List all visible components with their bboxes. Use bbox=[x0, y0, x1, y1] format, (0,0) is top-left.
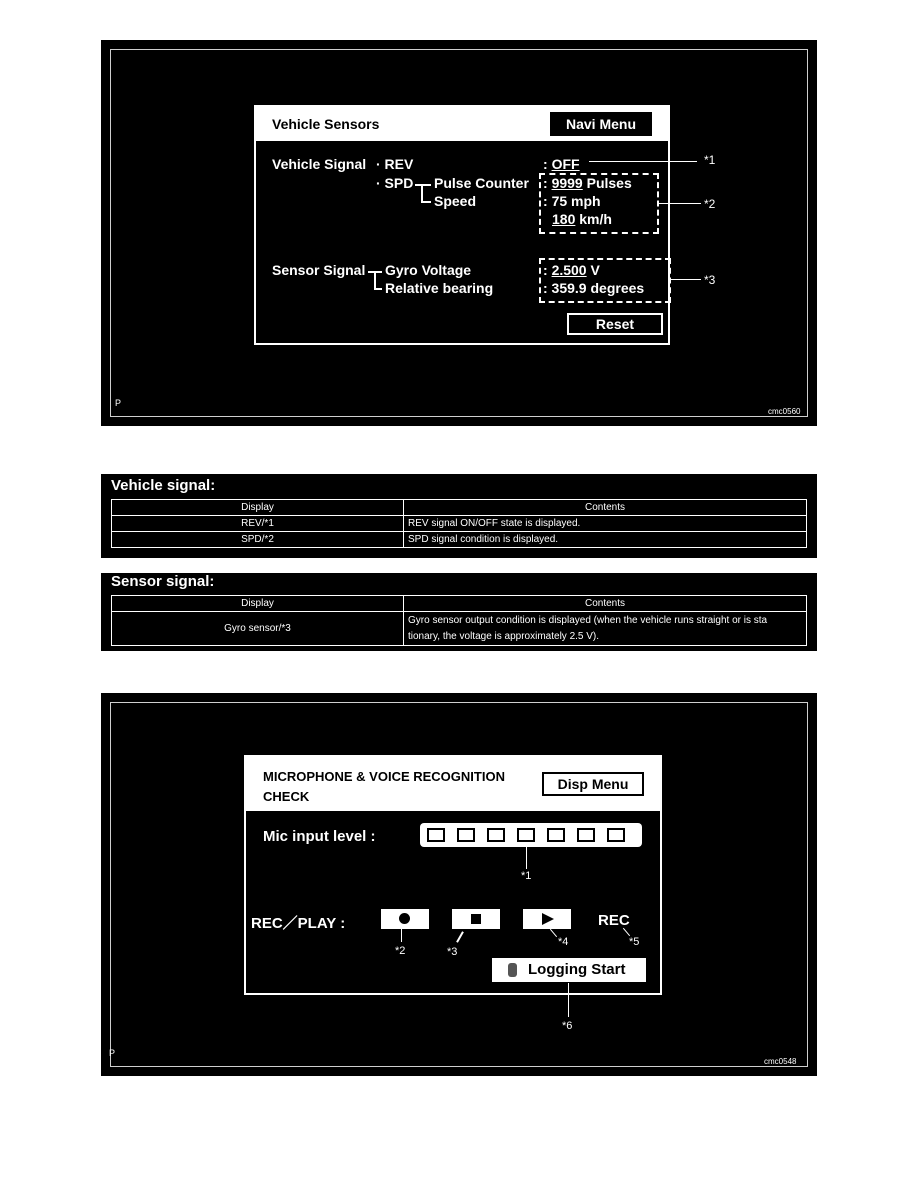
vehicle-signal-panel bbox=[101, 474, 817, 558]
sensor-signal-label: Sensor Signal bbox=[272, 262, 366, 278]
sensor-bracket bbox=[374, 288, 382, 290]
rec-play-label: REC／PLAY : bbox=[251, 915, 346, 932]
spd-label: · SPD bbox=[376, 175, 414, 191]
cell-contents bbox=[404, 612, 807, 646]
header-contents: Contents bbox=[404, 500, 807, 516]
kmh-unit: km/h bbox=[579, 211, 612, 227]
navi-menu-button[interactable]: Navi Menu bbox=[550, 112, 652, 136]
mic-level-box bbox=[427, 828, 445, 842]
callout-2: *2 bbox=[704, 197, 716, 211]
pulse-counter-label: Pulse Counter bbox=[434, 175, 529, 191]
callout-line-2 bbox=[657, 203, 701, 204]
dialog-title: Vehicle Sensors bbox=[272, 116, 380, 132]
stop-icon bbox=[471, 914, 481, 924]
mph-text: 75 mph bbox=[551, 193, 601, 209]
rev-prefix: : bbox=[543, 156, 548, 172]
gyro-number: 2.500 bbox=[551, 262, 587, 278]
relative-bearing-label: Relative bearing bbox=[385, 280, 494, 296]
table-header-row bbox=[112, 500, 807, 516]
gyro-voltage-label: Gyro Voltage bbox=[385, 262, 472, 278]
mic-level-box bbox=[487, 828, 505, 842]
record-icon bbox=[399, 913, 410, 924]
mic-level-box bbox=[547, 828, 565, 842]
play-button[interactable] bbox=[523, 909, 571, 929]
mic-level-box bbox=[577, 828, 595, 842]
callout-1: *1 bbox=[704, 153, 716, 167]
corner-label-left: P bbox=[115, 398, 122, 408]
table-row bbox=[112, 516, 807, 532]
kmh-number: 180 bbox=[552, 211, 576, 227]
header-display: Display bbox=[112, 596, 404, 612]
corner-label-left: P bbox=[109, 1048, 116, 1058]
pulse-number: 9999 bbox=[551, 175, 583, 191]
mic-level-box bbox=[607, 828, 625, 842]
sensor-signal-table bbox=[111, 595, 807, 646]
callout-4: *4 bbox=[558, 936, 569, 948]
vehicle-signal-table bbox=[111, 499, 807, 548]
callout-line-3 bbox=[669, 279, 701, 280]
callout-1: *1 bbox=[521, 870, 532, 882]
callout-2: *2 bbox=[395, 945, 406, 957]
logging-start-button[interactable] bbox=[492, 958, 646, 982]
callout-line-1 bbox=[526, 847, 527, 869]
cell-display: Gyro sensor/*3 bbox=[112, 612, 404, 646]
mic-voice-figure bbox=[101, 693, 817, 1076]
table-row bbox=[112, 532, 807, 548]
callout-3: *3 bbox=[704, 273, 716, 287]
callout-line-2 bbox=[401, 928, 402, 942]
mic-level-box bbox=[457, 828, 475, 842]
record-button[interactable] bbox=[381, 909, 429, 929]
cell-contents-line1: Gyro sensor output condition is displayed (when the vehicle runs straight or is sta bbox=[408, 614, 768, 626]
sensor-signal-title: Sensor signal: bbox=[111, 573, 215, 590]
mic-level-meter bbox=[420, 823, 642, 847]
play-icon bbox=[542, 913, 554, 925]
stop-button[interactable] bbox=[452, 909, 500, 929]
cell-display: SPD/*2 bbox=[112, 532, 404, 548]
bearing-value: : 359.9 degrees bbox=[543, 280, 645, 296]
mic-voice-dialog bbox=[244, 755, 662, 995]
callout-line-6 bbox=[568, 983, 569, 1017]
pulse-unit: Pulses bbox=[586, 175, 632, 191]
table-header-row bbox=[112, 596, 807, 612]
spd-bracket bbox=[421, 201, 431, 203]
spd-bracket bbox=[415, 184, 431, 186]
callout-5: *5 bbox=[629, 936, 640, 948]
rec-status: REC bbox=[598, 912, 630, 929]
vehicle-signal-label: Vehicle Signal bbox=[272, 156, 367, 172]
sensor-bracket bbox=[368, 271, 382, 273]
cell-display: REV/*1 bbox=[112, 516, 404, 532]
mic-input-label: Mic input level : bbox=[263, 828, 376, 845]
dialog-title-line2: CHECK bbox=[263, 789, 310, 804]
dialog-title-line1: MICROPHONE & VOICE RECOGNITION bbox=[263, 769, 505, 784]
gyro-unit: V bbox=[590, 262, 600, 278]
speed-label: Speed bbox=[434, 193, 477, 209]
logging-start-label: Logging Start bbox=[528, 961, 626, 978]
disp-menu-button[interactable]: Disp Menu bbox=[542, 772, 644, 796]
vehicle-sensors-figure bbox=[101, 40, 817, 426]
cell-contents: REV signal ON/OFF state is displayed. bbox=[404, 516, 807, 532]
mic-level-box bbox=[517, 828, 535, 842]
figure-code: cmc0548 bbox=[764, 1057, 797, 1066]
reset-button[interactable]: Reset bbox=[567, 313, 663, 335]
vehicle-sensors-dialog bbox=[254, 105, 670, 345]
cell-contents-line2: tionary, the voltage is approximately 2.5 V). bbox=[408, 630, 600, 642]
header-contents: Contents bbox=[404, 596, 807, 612]
pulse-value: : 9999 Pulses bbox=[543, 175, 632, 191]
rev-state: OFF bbox=[551, 156, 580, 172]
callout-6: *6 bbox=[562, 1020, 573, 1032]
figure-code: cmc0560 bbox=[768, 407, 801, 416]
sensor-signal-panel bbox=[101, 573, 817, 651]
kmh-value bbox=[552, 211, 612, 227]
gyro-value: : 2.500 V bbox=[543, 262, 600, 278]
logging-indicator-icon bbox=[508, 963, 517, 977]
callout-line-1 bbox=[589, 161, 697, 162]
rev-value bbox=[543, 156, 580, 172]
vehicle-signal-title: Vehicle signal: bbox=[111, 477, 216, 494]
cell-contents: SPD signal condition is displayed. bbox=[404, 532, 807, 548]
mph-value: : 75 mph bbox=[543, 193, 601, 209]
table-row bbox=[112, 612, 807, 646]
rev-label: · REV bbox=[376, 156, 414, 172]
callout-3: *3 bbox=[447, 946, 458, 958]
header-display: Display bbox=[112, 500, 404, 516]
